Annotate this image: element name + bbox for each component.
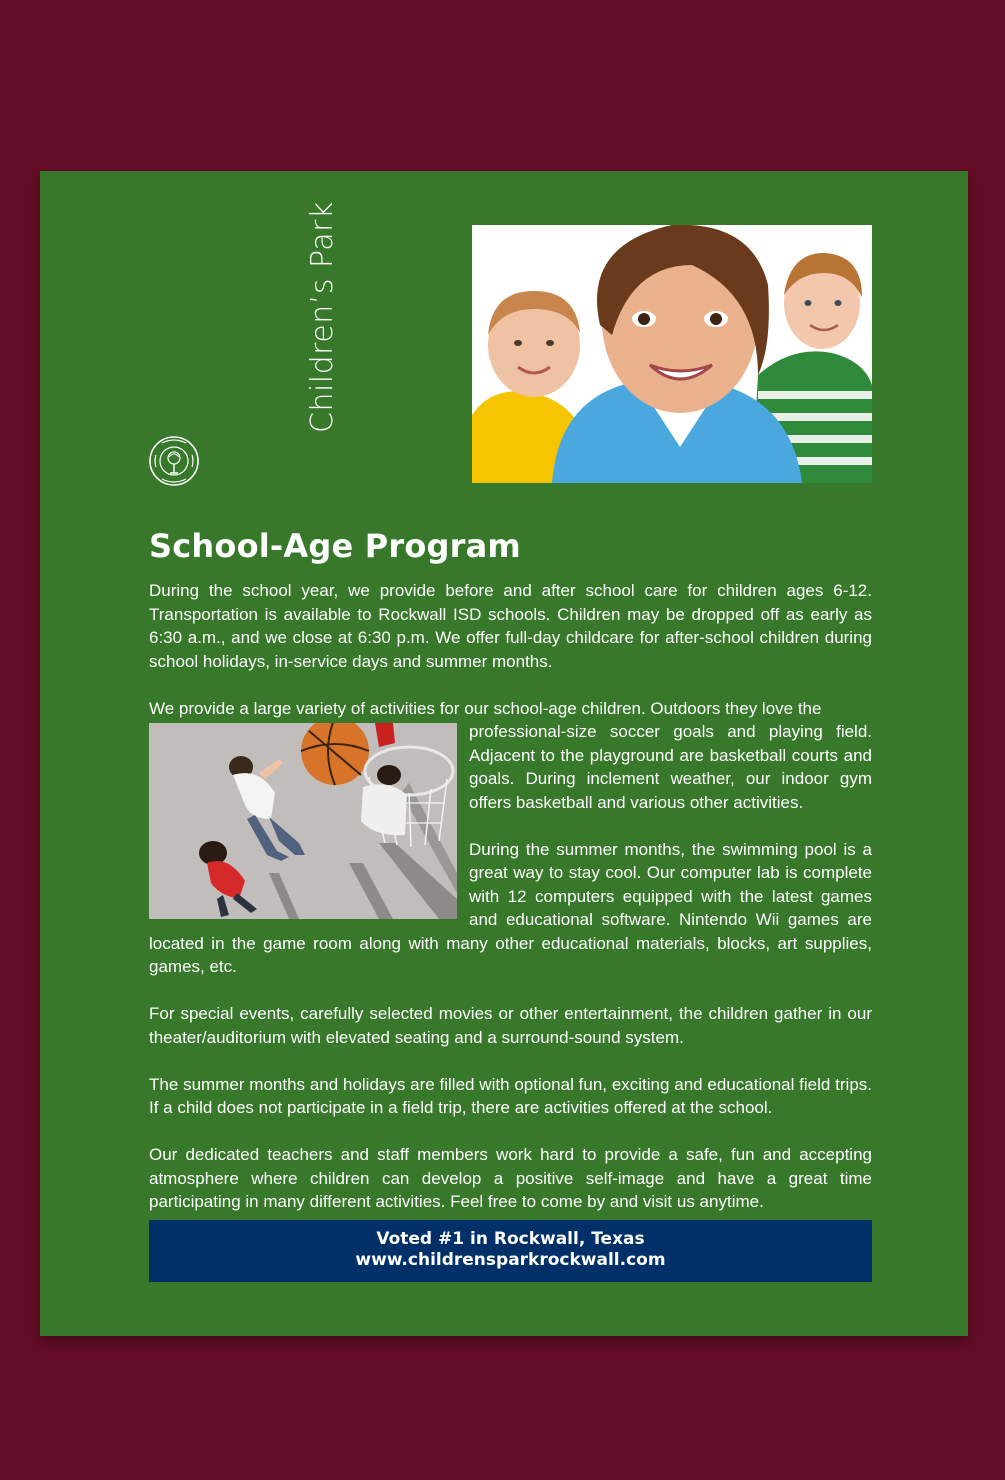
brand-logo <box>148 201 340 491</box>
paragraph-special-events: For special events, carefully selected movies or other entertainment, the children gather in our theater/auditorium with elevated seating and a surround-sound system. <box>149 1004 872 1047</box>
banner-website-link[interactable]: www.childrensparkrockwall.com <box>355 1250 666 1270</box>
paragraph-intro: During the school year, we provide before and after school care for children ages 6-12. Transportation is available to Rockwall ISD schools. Children may be dropped off as early as 6:30 a.m., and we close at 6:30 p.m. We offer full-day childcare for after-school children during school holidays, in-service days and summer months. <box>149 581 872 671</box>
logo-seal-icon <box>148 435 200 487</box>
paragraph-activities-lead: We provide a large variety of activities for our school-age children. Outdoors they love the <box>149 698 822 718</box>
paragraph-activities-wrap: professional-size soccer goals and playing field. Adjacent to the playground are basketball courts and goals. During inclement weather, our indoor gym offers basketball and various other activities. <box>469 722 872 812</box>
page-title: School-Age Program <box>149 527 521 565</box>
logo-wordmark: Children’s Park <box>305 201 340 433</box>
paragraph-summer: During the summer months, the swimming pool is a great way to stay cool. Our computer lab is complete with 12 computers equipped with the latest games and educational software. Nintendo Wii games are located in the game room along with many other educational materials, blocks, art supplies, games, etc. <box>149 839 872 976</box>
children-hero-photo <box>472 225 872 483</box>
paragraph-field-trips: The summer months and holidays are filled with optional fun, exciting and educational field trips. If a child does not participate in a field trip, there are activities offered at the school. <box>149 1074 872 1117</box>
body-text <box>149 579 872 1214</box>
basketball-illustration <box>149 723 457 919</box>
flyer-panel <box>40 171 968 1336</box>
children-hero-illustration <box>472 225 872 483</box>
footer-banner <box>149 1220 872 1282</box>
basketball-photo <box>149 723 457 919</box>
paragraph-staff: Our dedicated teachers and staff members work hard to provide a safe, fun and accepting atmosphere where children can develop a positive self-image and have a great time participating in many different activities. Feel free to come by and visit us anytime. <box>149 1145 872 1211</box>
banner-award: Voted #1 in Rockwall, Texas <box>376 1229 645 1249</box>
